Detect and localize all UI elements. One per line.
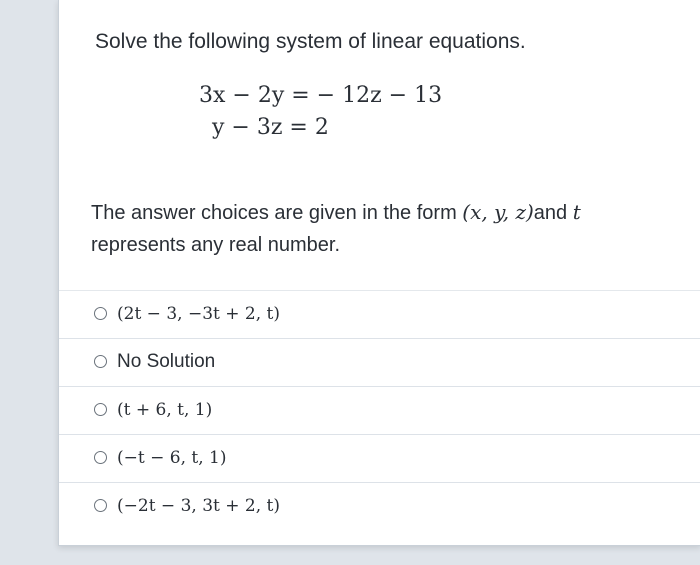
equation-system <box>199 80 442 144</box>
radio-button[interactable] <box>94 451 107 464</box>
question-prompt: Solve the following system of linear equations. <box>95 30 526 53</box>
answer-options <box>59 290 700 530</box>
note-math-tuple: (x, y, z) <box>462 200 534 224</box>
option-3[interactable] <box>59 386 700 434</box>
note-text-1: The answer choices are given in the form <box>91 202 463 224</box>
option-2[interactable] <box>59 338 700 386</box>
radio-button[interactable] <box>94 355 107 368</box>
answer-format-note <box>91 196 651 261</box>
question-card <box>58 0 700 546</box>
option-label: (2t − 3, −3t + 2, t) <box>117 304 280 324</box>
option-1[interactable] <box>59 290 700 338</box>
equation-2: y − 3z = 2 <box>212 115 329 140</box>
note-text-2: and <box>533 202 573 224</box>
option-5[interactable] <box>59 482 700 530</box>
option-label: (t + 6, t, 1) <box>117 400 213 420</box>
option-4[interactable] <box>59 434 700 482</box>
option-label: No Solution <box>117 351 216 372</box>
equation-1: 3x − 2y = − 12z − 13 <box>199 83 443 108</box>
option-label: (−t − 6, t, 1) <box>117 448 227 468</box>
radio-button[interactable] <box>94 403 107 416</box>
radio-button[interactable] <box>94 307 107 320</box>
note-math-var: t <box>572 200 581 224</box>
radio-button[interactable] <box>94 499 107 512</box>
note-text-3: represents any real number. <box>91 234 341 256</box>
option-label: (−2t − 3, 3t + 2, t) <box>117 496 280 516</box>
